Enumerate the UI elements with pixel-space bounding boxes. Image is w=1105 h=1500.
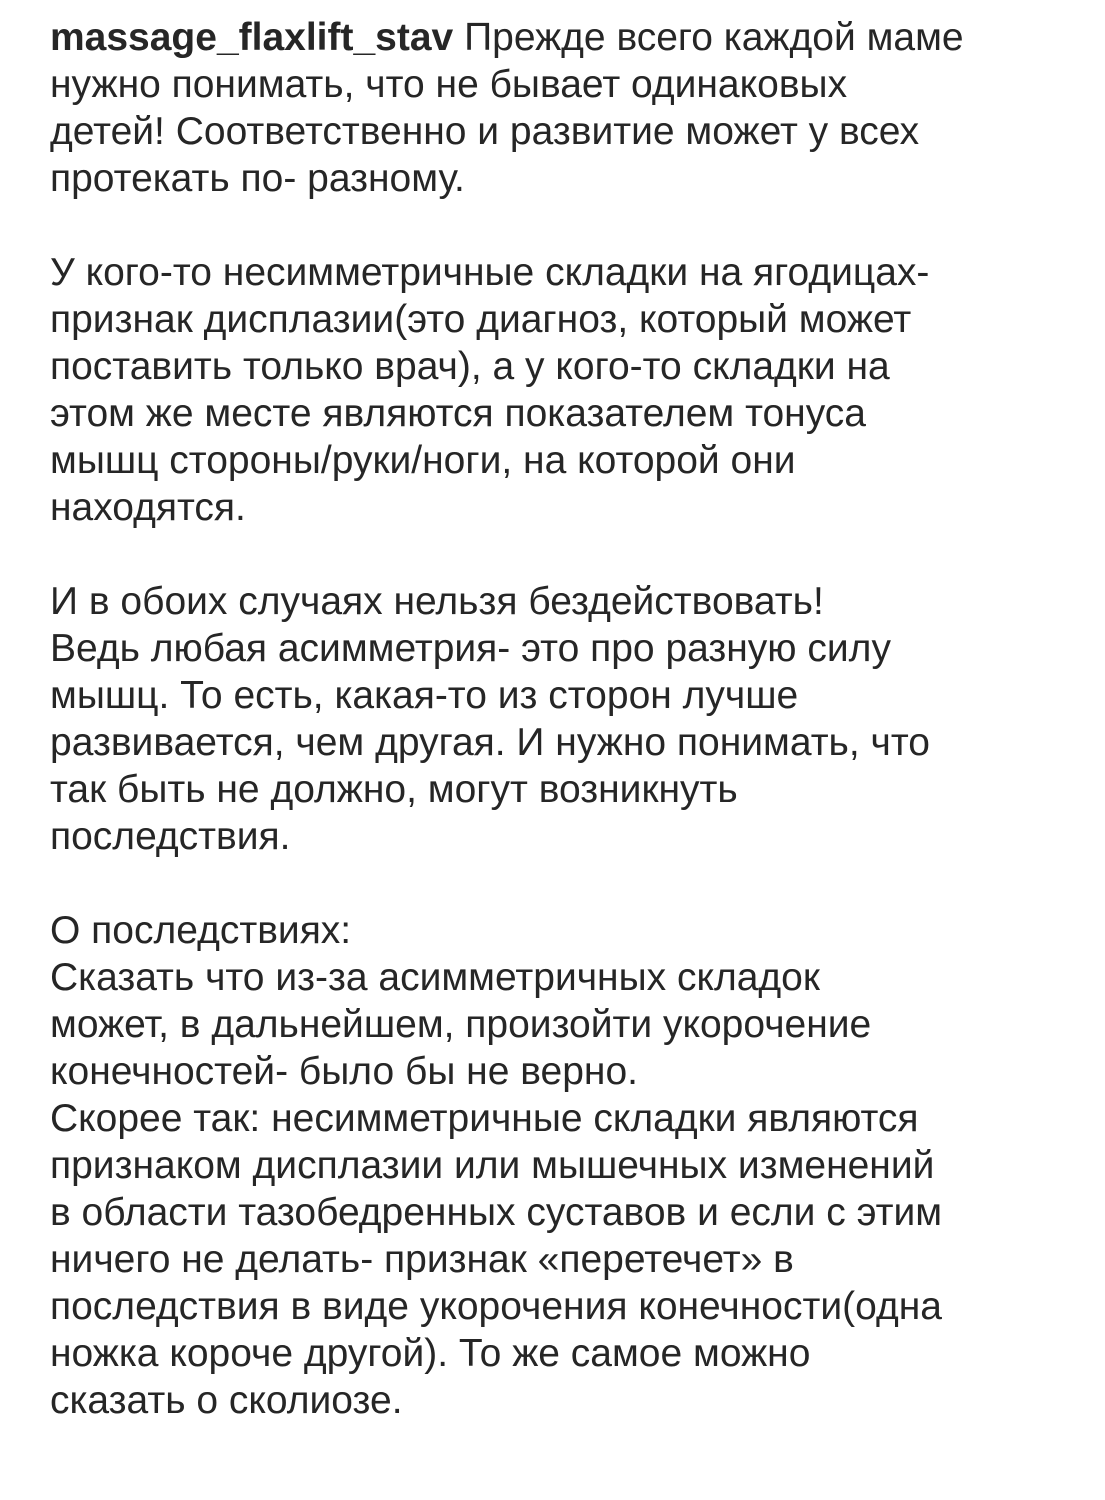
caption-paragraph-4: О последствиях: Сказать что из-за асимметричных складок может, в дальнейшем, произойти укорочение конечностей- было бы не верно. Скорее так: несимметричные складки являются признаком дисплазии или мышечных изменений в области тазобедренных суставов и если с этим ничего не делать- признак «перетечет» в последствия в виде укорочения конечности(одна ножка короче другой). То же самое можно сказать о сколиозе.	[50, 909, 943, 1422]
caption-paragraph-3: И в обоих случаях нельзя бездействовать! Ведь любая асимметрия- это про разную силу мышц. То есть, какая-то из сторон лучше развивается, чем другая. И нужно понимать, что так быть не должно, могут возникнуть последствия.	[50, 580, 930, 858]
paragraph-gap	[50, 860, 1060, 907]
paragraph-gap	[50, 202, 1060, 249]
paragraph-gap	[50, 531, 1060, 578]
caption-paragraph-1	[50, 14, 1060, 202]
caption-paragraph-2: У кого-то несимметричные складки на ягодицах- признак дисплазии(это диагноз, который может поставить только врач), а у кого-то складки на этом же месте являются показателем тонуса мышц стороны/руки/ноги, на которой они находятся.	[50, 251, 930, 529]
caption-text-1: Прежде всего каждой маме нужно понимать, что не бывает одинаковых детей! Соответственно и развитие может у всех протекать по- разному.	[50, 16, 964, 200]
post-caption	[50, 14, 1060, 1424]
username-link[interactable]: massage_flaxlift_stav	[50, 16, 454, 59]
